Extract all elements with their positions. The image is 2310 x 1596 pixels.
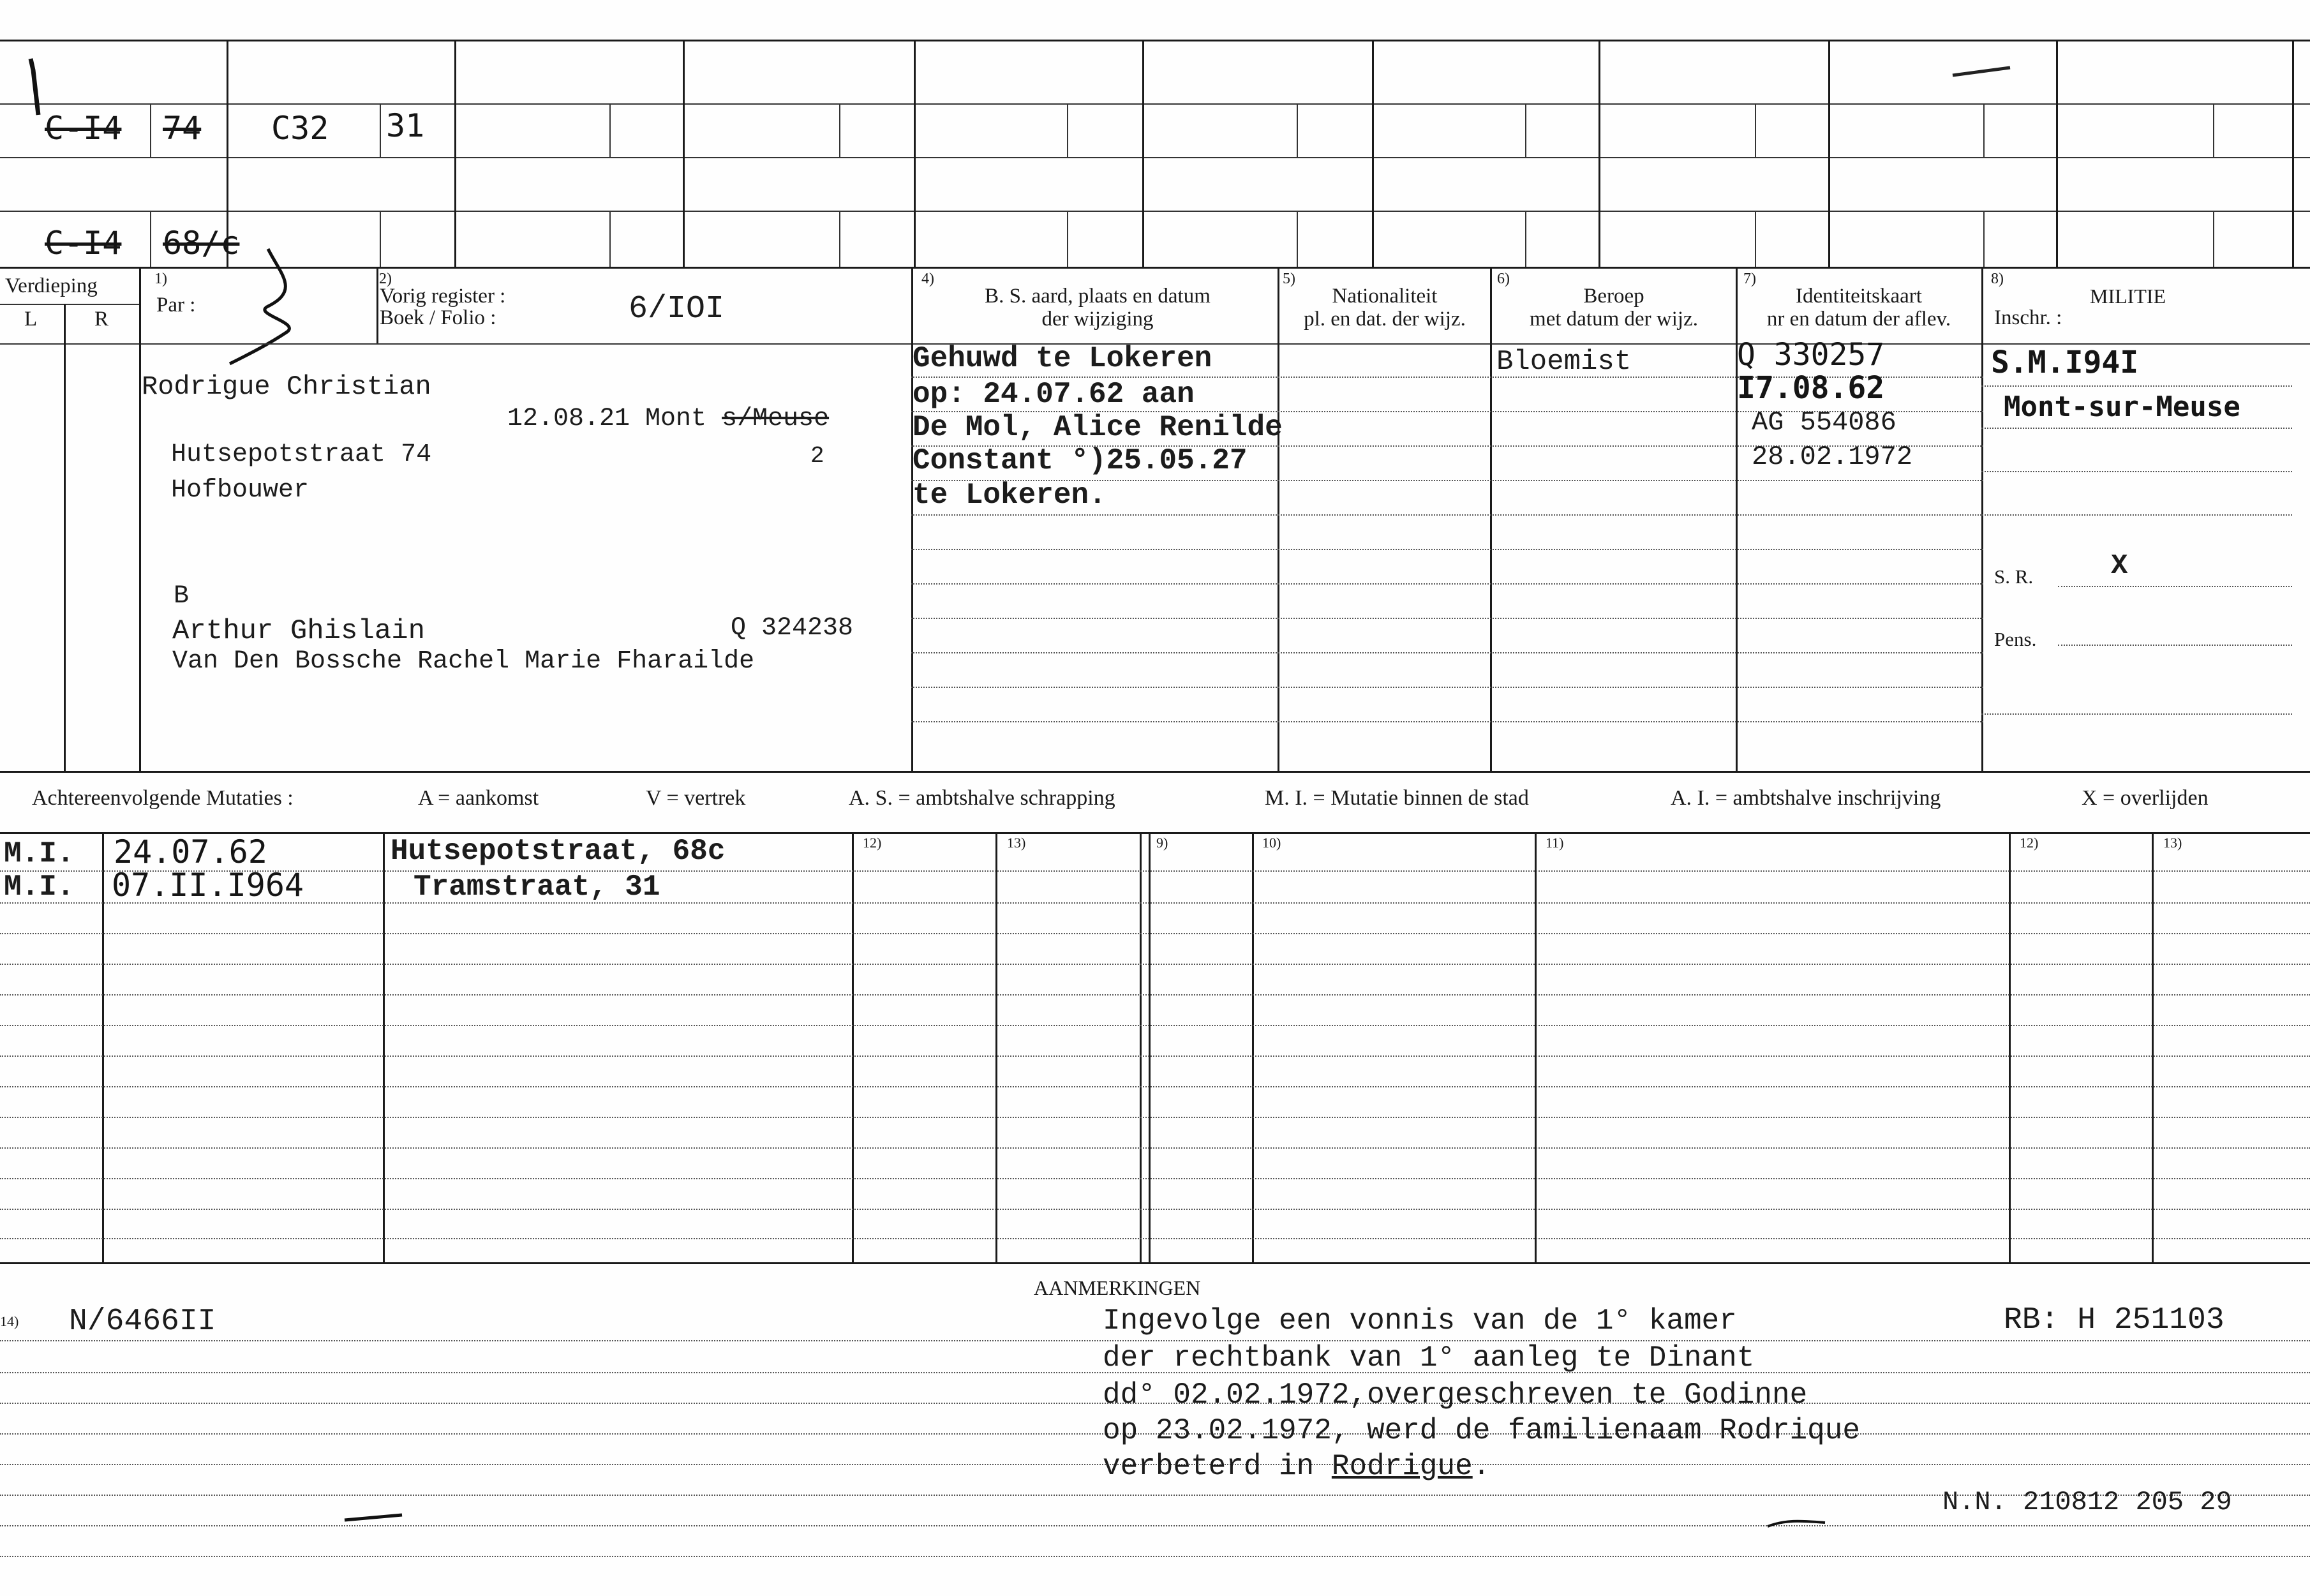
remarks-ref: N/6466II — [69, 1304, 216, 1339]
verdieping-label: Verdieping — [5, 274, 98, 297]
id-label: Identiteitskaart nr en datum der aflev. — [1766, 285, 1951, 331]
pens-label: Pens. — [1994, 628, 2037, 650]
col-num-13b: 13) — [2163, 835, 2182, 851]
id-line-3: AG 554086 — [1752, 407, 1896, 438]
par-label: Par : — [156, 294, 196, 317]
remark-line-1: Ingevolge een vonnis van de 1° kamer — [1103, 1304, 1737, 1338]
remarks-title: AANMERKINGEN — [1034, 1276, 1201, 1299]
id-line-4: 28.02.1972 — [1752, 442, 1913, 472]
vorig-num: 2) — [379, 271, 392, 287]
remarks-num: 14) — [0, 1313, 19, 1329]
top-folio-3: 68/c — [163, 225, 240, 262]
person-birth: 12.08.21 Mont s/Meuse — [507, 405, 830, 433]
par-num: 1) — [154, 271, 167, 287]
bs-line-1: Gehuwd te Lokeren — [913, 342, 1212, 375]
father-id: Q 324238 — [731, 614, 854, 643]
inschr-label: Inschr. : — [1994, 306, 2062, 329]
remark-line-3: dd° 02.02.1972,overgeschreven te Godinne — [1103, 1378, 1808, 1412]
nat-num: 5) — [1283, 271, 1295, 287]
col-num-12a: 12) — [863, 835, 882, 851]
bs-line-2: op: 24.07.62 aan — [913, 378, 1195, 411]
legend-title: Achtereenvolgende Mutaties : — [32, 786, 294, 810]
sr-value: X — [2111, 550, 2128, 582]
top-folio-1: 74 — [163, 110, 202, 147]
bs-line-5: te Lokeren. — [913, 479, 1107, 512]
mutation-1-type: M.I. — [4, 837, 75, 870]
col-num-9b: 9) — [1156, 835, 1168, 851]
beroep-label: Beroep met datum der wijz. — [1530, 285, 1698, 331]
mutation-2-type: M.I. — [4, 870, 75, 904]
vorig-label: Vorig register : — [380, 285, 506, 308]
beroep-num: 6) — [1497, 271, 1510, 287]
militie-label: MILITIE — [2090, 285, 2166, 308]
col-num-13a: 13) — [1007, 835, 1026, 851]
id-num: 7) — [1743, 271, 1756, 287]
militie-line-1: S.M.I94I — [1991, 345, 2139, 380]
legend-overlijden: X = overlijden — [2082, 786, 2209, 810]
col-num-11b: 11) — [1546, 835, 1564, 851]
bs-num: 4) — [921, 271, 934, 287]
sr-label: S. R. — [1994, 565, 2034, 588]
remarks-pen-marks — [0, 1493, 2310, 1544]
vorig-register-value: 6/IOI — [629, 291, 725, 327]
remarks-rb: RB: H 251103 — [2004, 1303, 2224, 1338]
remark-line-4: op 23.02.1972, werd de familienaam Rodrique — [1103, 1414, 1860, 1447]
legend-aankomst: A = aankomst — [418, 786, 539, 810]
person-b: B — [174, 582, 190, 611]
top-code-3: C-I4 — [45, 225, 122, 262]
col-num-10b: 10) — [1262, 835, 1281, 851]
person-name: Rodrigue Christian — [142, 371, 431, 402]
bs-line-3: De Mol, Alice Renilde — [913, 411, 1283, 444]
mutation-1-date: 24.07.62 — [114, 833, 267, 870]
person-address: Hutsepotstraat 74 — [171, 440, 432, 469]
top-code-2: C32 — [271, 110, 329, 147]
remark-line-5: verbeterd in Rodrigue. — [1103, 1450, 1491, 1483]
legend-inschrijving: A. I. = ambtshalve inschrijving — [1671, 786, 1941, 810]
col-num-12b: 12) — [2020, 835, 2039, 851]
legend-schrapping: A. S. = ambtshalve schrapping — [849, 786, 1115, 810]
id-line-1: Q 330257 — [1737, 337, 1885, 373]
militie-line-2: Mont-sur-Meuse — [2004, 391, 2240, 423]
verdieping-l: L — [24, 308, 38, 331]
father-name: Arthur Ghislain — [172, 615, 426, 647]
remarks-nn: N.N. 210812 205 29 — [1942, 1487, 2232, 1518]
nat-label: Nationaliteit pl. en dat. der wijz. — [1304, 285, 1466, 331]
legend-mutatie: M. I. = Mutatie binnen de stad — [1265, 786, 1529, 810]
beroep-value: Bloemist — [1496, 346, 1632, 378]
id-line-2: I7.08.62 — [1737, 370, 1885, 406]
legend-vertrek: V = vertrek — [646, 786, 746, 810]
militie-num: 8) — [1991, 271, 2004, 287]
bs-line-4: Constant °)25.05.27 — [913, 444, 1248, 477]
top-code-1: C-I4 — [45, 110, 122, 147]
verdieping-r: R — [94, 308, 109, 331]
top-folio-2: 31 — [386, 107, 425, 144]
bs-label: B. S. aard, plaats en datum der wijziging — [985, 285, 1211, 331]
person-address-num: 2 — [810, 443, 824, 469]
person-job: Hofbouwer — [171, 476, 309, 505]
mother-name: Van Den Bossche Rachel Marie Fharailde — [172, 647, 755, 676]
boek-folio-label: Boek / Folio : — [380, 306, 496, 329]
mutation-1-address: Hutsepotstraat, 68c — [391, 835, 726, 868]
pen-marks — [0, 0, 2310, 396]
mutation-2-address: Tramstraat, 31 — [414, 870, 660, 904]
remark-line-2: der rechtbank van 1° aanleg te Dinant — [1103, 1341, 1755, 1375]
mutation-2-date: 07.II.I964 — [112, 867, 304, 904]
